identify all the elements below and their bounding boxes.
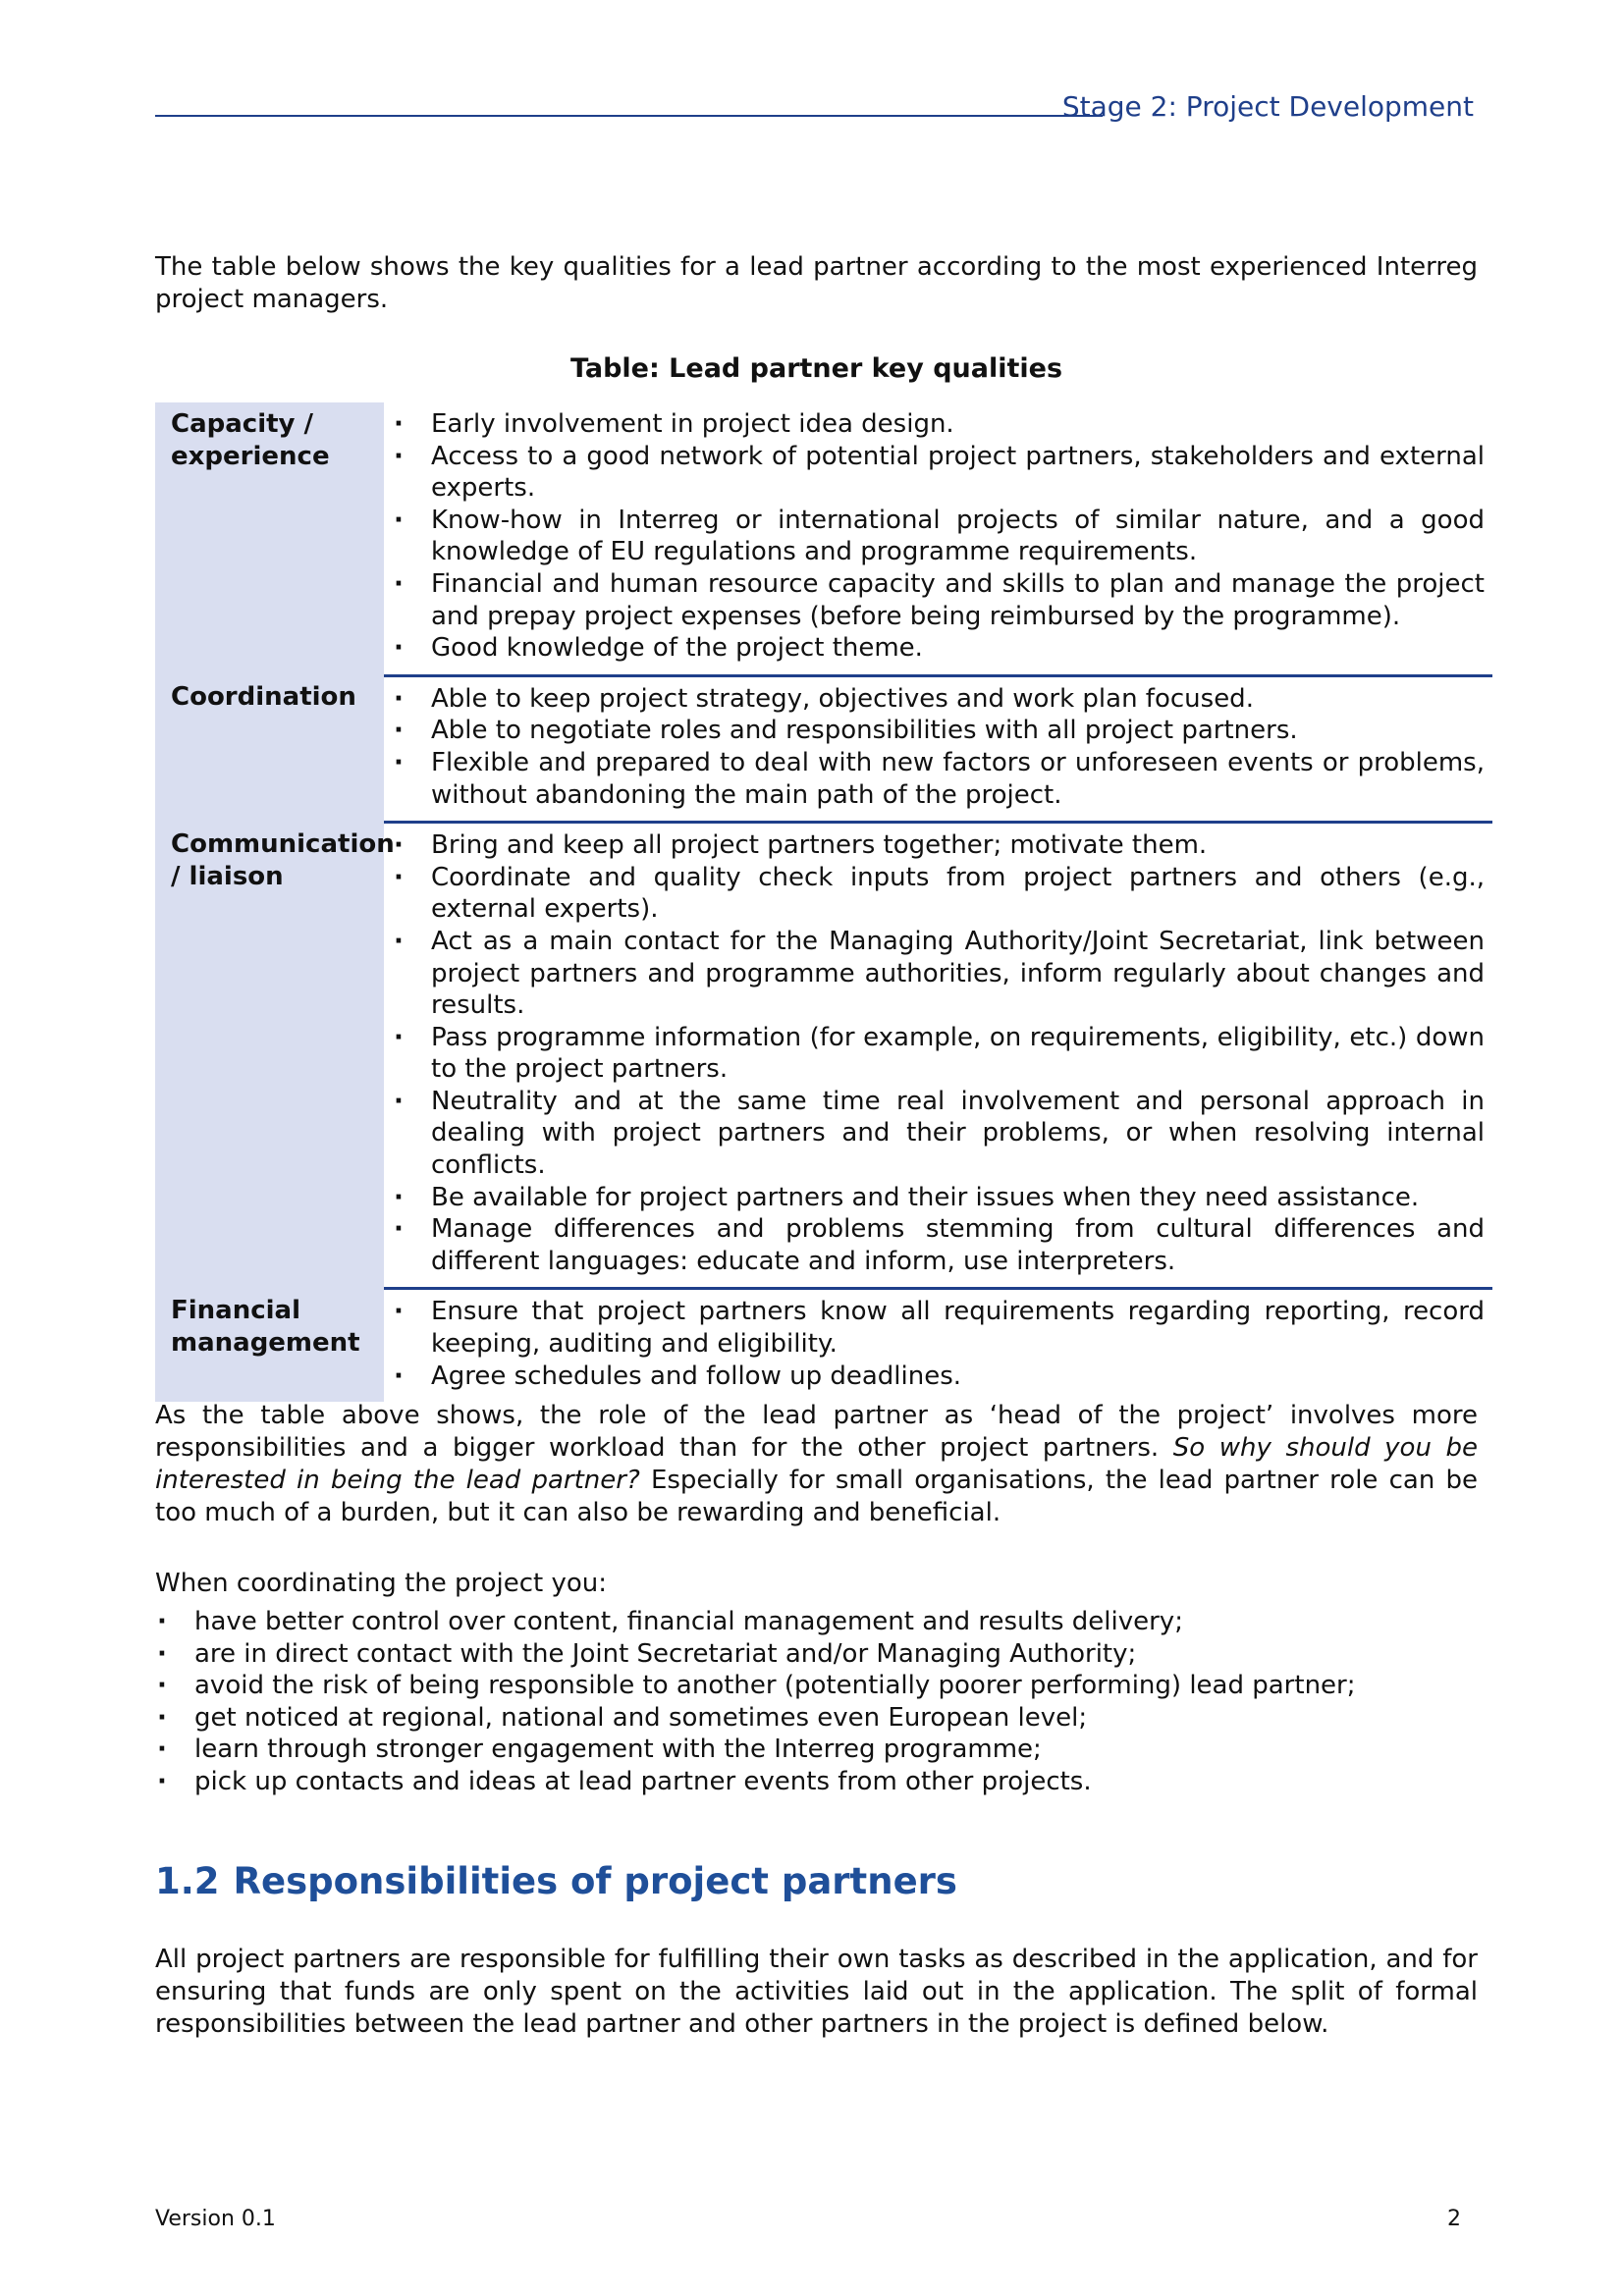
section-body: All project partners are responsible for fulfilling their own tasks as described in the application, and for ensuring that funds are only spent on the activities laid out in the application. The split of formal responsibilities between the lead partner and other partners in the project is defined below.: [155, 1945, 1478, 2039]
role-paragraph-question: So why should you be interested in being the lead partner?: [155, 1433, 1479, 1495]
role-paragraph-text-end: Especially for small organisations, the lead partner role can be too much of a burden, but it can also be rewarding and beneficial.: [155, 1466, 1478, 1527]
list-item: · Financial and human resource capacity and skills to plan and manage the project and prepay project expenses (before being reimbursed by the programme).: [392, 568, 1485, 632]
list-item: · Neutrality and at the same time real involvement and personal approach in dealing with project partners and their problems, or when resolving internal conflicts.: [392, 1086, 1485, 1182]
running-header: Stage 2: Project Development: [1061, 90, 1474, 123]
lead-partner-qualities-table: [155, 402, 1492, 1402]
role-paragraph: [155, 1400, 1478, 1529]
coordinating-benefits-list: [155, 1606, 1478, 1798]
table-row: [155, 402, 1492, 675]
table-row: [155, 1289, 1492, 1402]
header-rule: [155, 115, 1103, 117]
coordinating-intro: When coordinating the project you:: [155, 1569, 608, 1598]
row-label: Coordination: [155, 675, 384, 822]
row-label: Financial management: [155, 1289, 384, 1402]
quality-list: [392, 1296, 1485, 1392]
footer-version: Version 0.1: [155, 2207, 276, 2231]
list-item: · Act as a main contact for the Managing Authority/Joint Secretariat, link between project partners and programme authorities, inform regularly about changes and results.: [392, 926, 1485, 1022]
list-item: · Know-how in Interreg or international projects of similar nature, and a good knowledge of EU regulations and programme requirements.: [392, 505, 1485, 568]
row-content: [384, 675, 1492, 822]
list-item: · Agree schedules and follow up deadlines.: [392, 1361, 1485, 1393]
row-label: Communication / liaison: [155, 823, 384, 1289]
list-item: · pick up contacts and ideas at lead partner events from other projects.: [155, 1766, 1478, 1798]
list-item: · Good knowledge of the project theme.: [392, 632, 1485, 665]
quality-list: [392, 408, 1485, 665]
row-content: [384, 1289, 1492, 1402]
list-item: · Flexible and prepared to deal with new factors or unforeseen events or problems, without abandoning the main path of the project.: [392, 747, 1485, 811]
list-item: · Access to a good network of potential project partners, stakeholders and external experts.: [392, 441, 1485, 505]
list-item: · get noticed at regional, national and sometimes even European level;: [155, 1702, 1478, 1735]
list-item: · are in direct contact with the Joint Secretariat and/or Managing Authority;: [155, 1638, 1478, 1671]
list-item: · Manage differences and problems stemming from cultural differences and different languages: educate and inform, use interpreters.: [392, 1213, 1485, 1277]
section-title: Responsibilities of project partners: [233, 1860, 957, 1902]
list-item: · Be available for project partners and their issues when they need assistance.: [392, 1182, 1485, 1214]
list-item: · Able to negotiate roles and responsibilities with all project partners.: [392, 715, 1485, 747]
row-content: [384, 402, 1492, 675]
list-item: · avoid the risk of being responsible to another (potentially poorer performing) lead partner;: [155, 1670, 1478, 1702]
role-paragraph-text: As the table above shows, the role of the lead partner as ‘head of the project’ involves more responsibilities and a bigger workload than for the other project partners.: [155, 1401, 1478, 1463]
intro-paragraph: The table below shows the key qualities for a lead partner according to the most experienced Interreg project managers.: [155, 252, 1478, 314]
list-item: · learn through stronger engagement with the Interreg programme;: [155, 1734, 1478, 1766]
quality-list: [392, 829, 1485, 1277]
list-item: · Able to keep project strategy, objectives and work plan focused.: [392, 683, 1485, 716]
list-item: · Ensure that project partners know all requirements regarding reporting, record keeping, auditing and eligibility.: [392, 1296, 1485, 1360]
list-item: · Bring and keep all project partners together; motivate them.: [392, 829, 1485, 862]
table-caption: Table: Lead partner key qualities: [569, 353, 1063, 384]
list-item: · Early involvement in project idea design.: [392, 408, 1485, 441]
list-item: · Coordinate and quality check inputs from project partners and others (e.g., external experts).: [392, 862, 1485, 926]
row-label: Capacity / experience: [155, 402, 384, 675]
section-number: 1.2: [155, 1860, 220, 1902]
table-row: [155, 823, 1492, 1289]
table-row: [155, 675, 1492, 822]
page-number: 2: [1447, 2207, 1461, 2231]
section-heading: [155, 1860, 957, 1902]
list-item: · Pass programme information (for example, on requirements, eligibility, etc.) down to the project partners.: [392, 1022, 1485, 1086]
quality-list: [392, 683, 1485, 811]
list-item: · have better control over content, financial management and results delivery;: [155, 1606, 1478, 1638]
row-content: [384, 823, 1492, 1289]
